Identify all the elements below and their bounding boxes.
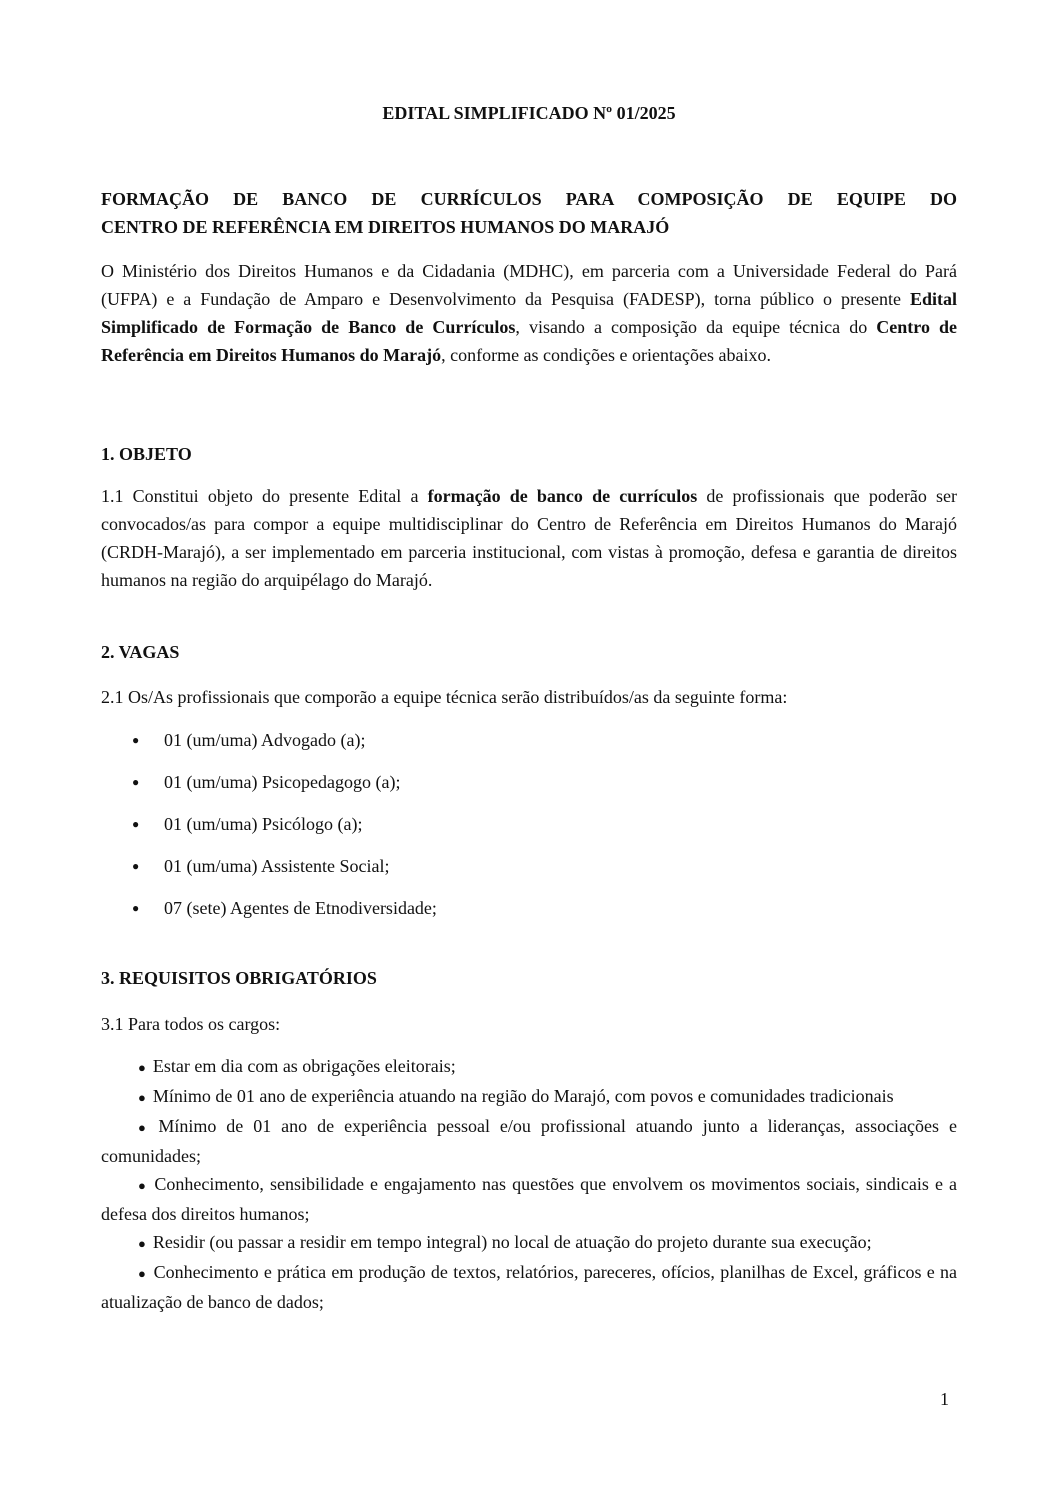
bullet-icon: ●: [138, 1266, 147, 1281]
bullet-icon: ●: [132, 859, 140, 873]
subtitle-line-1: FORMAÇÃO DE BANCO DE CURRÍCULOS PARA COMPOSIÇÃO DE EQUIPE DO: [101, 189, 957, 209]
list-item: [101, 1170, 957, 1228]
bullet-icon: ●: [132, 901, 140, 915]
list-item-text: Residir (ou passar a residir em tempo integral) no local de atuação do projeto durante sua execução;: [152, 1232, 872, 1252]
list-item-text: 01 (um/uma) Assistente Social;: [164, 856, 390, 876]
page-number: 1: [940, 1389, 949, 1409]
list-item: [101, 1052, 957, 1082]
intro-paragraph: [101, 257, 957, 369]
vagas-paragraph: 2.1 Os/As profissionais que comporão a equipe técnica serão distribuídos/as da seguinte forma:: [101, 687, 788, 707]
objeto-text: 1.1 Constitui objeto do presente Edital a: [101, 486, 428, 506]
bullet-icon: ●: [132, 775, 140, 789]
section-heading-vagas: 2. VAGAS: [101, 642, 180, 662]
intro-text: O Ministério dos Direitos Humanos e da Cidadania (MDHC), em parceria com a Universidade Federal do Pará (UFPA) e a Fundação de Amparo e Desenvolvimento da Pesquisa (FADESP), torna público o presente: [101, 261, 957, 309]
intro-bold-centro: Centro de Referência em Direitos Humanos do Marajó: [101, 317, 958, 365]
section-heading-objeto: 1. OBJETO: [101, 444, 192, 464]
list-item: [101, 1258, 957, 1316]
bullet-icon: ●: [138, 1178, 148, 1193]
list-item-text: 07 (sete) Agentes de Etnodiversidade;: [164, 898, 437, 918]
bullet-icon: ●: [138, 1090, 146, 1105]
section-heading-requisitos: 3. REQUISITOS OBRIGATÓRIOS: [101, 968, 377, 988]
list-item: [101, 852, 957, 894]
list-item: [101, 726, 957, 768]
bullet-icon: ●: [138, 1236, 146, 1251]
list-item-text: 01 (um/uma) Psicopedagogo (a);: [164, 772, 401, 792]
list-item-text: Mínimo de 01 ano de experiência pessoal e/ou profissional atuando junto a lideranças, associações e comunidades;: [101, 1116, 957, 1166]
list-item: [101, 1112, 957, 1170]
list-item-text: Conhecimento e prática em produção de textos, relatórios, pareceres, ofícios, planilhas de Excel, gráficos e na atualização de banco de dados;: [101, 1262, 957, 1312]
list-item: [101, 1082, 957, 1112]
list-item-text: Conhecimento, sensibilidade e engajamento nas questões que envolvem os movimentos sociais, sindicais e a defesa dos direitos humanos;: [101, 1174, 957, 1224]
objeto-paragraph: [101, 482, 957, 594]
bullet-icon: ●: [138, 1120, 152, 1135]
intro-bold-edital: Edital Simplificado de Formação de Banco de Currículos: [101, 289, 957, 337]
subtitle-line-2: CENTRO DE REFERÊNCIA EM DIREITOS HUMANOS DO MARAJÓ: [101, 217, 670, 237]
intro-text: , visando a composição da equipe técnica do: [515, 317, 877, 337]
bullet-icon: ●: [132, 817, 140, 831]
list-item: [101, 768, 957, 810]
list-item-text: Estar em dia com as obrigações eleitorais;: [152, 1056, 456, 1076]
bullet-icon: ●: [132, 733, 140, 747]
list-item: [101, 894, 957, 936]
list-item-text: 01 (um/uma) Advogado (a);: [164, 730, 366, 750]
list-item: [101, 1228, 957, 1258]
list-item-text: Mínimo de 01 ano de experiência atuando na região do Marajó, com povos e comunidades tradicionais: [152, 1086, 894, 1106]
list-item: [101, 810, 957, 852]
list-item-text: 01 (um/uma) Psicólogo (a);: [164, 814, 363, 834]
requisitos-list: [101, 1052, 957, 1316]
document-title: EDITAL SIMPLIFICADO Nº 01/2025: [382, 103, 676, 123]
document-subtitle: [101, 185, 957, 241]
objeto-bold: formação de banco de currículos: [427, 486, 698, 506]
vagas-list: [101, 726, 957, 936]
objeto-text: de profissionais que poderão ser convocados/as para compor a equipe multidisciplinar do Centro de Referência em Direitos Humanos do Marajó (CRDH-Marajó), a ser implementado em parceria institucional, com vistas à promoção, defesa e garantia de direitos humanos na região do arquipélago do Marajó.: [101, 486, 957, 590]
intro-text: , conforme as condições e orientações abaixo.: [441, 345, 771, 365]
bullet-icon: ●: [138, 1060, 146, 1075]
requisitos-paragraph: 3.1 Para todos os cargos:: [101, 1014, 281, 1034]
